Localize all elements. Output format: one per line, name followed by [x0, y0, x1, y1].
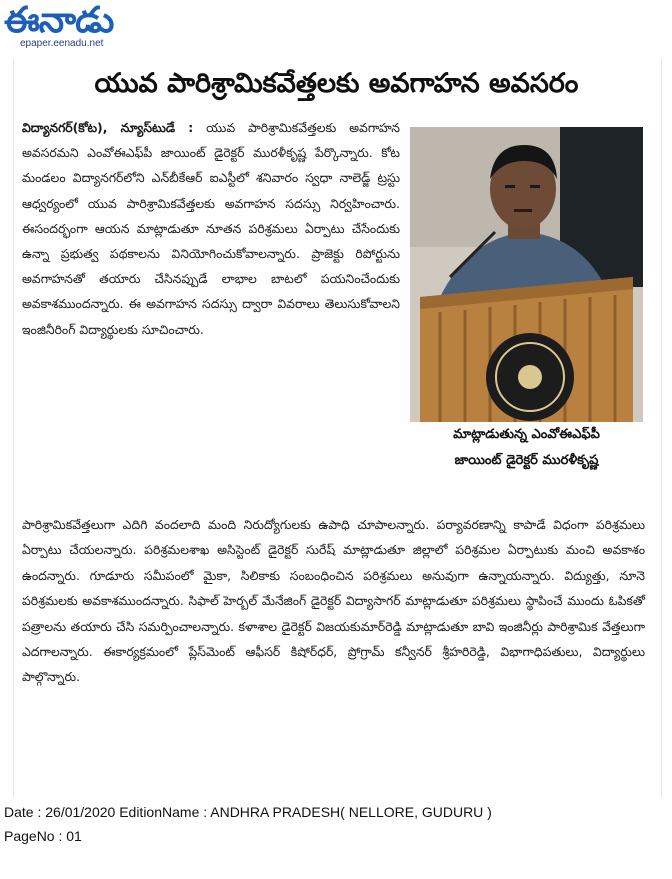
- speaker-photo: [410, 127, 643, 422]
- masthead: [0, 0, 672, 58]
- eenadu-logo: ఈనాడు: [4, 0, 114, 41]
- article-dateline: విద్యానగర్(కోట), న్యూస్‌టుడే :: [22, 120, 194, 135]
- edition-footer: [4, 800, 492, 848]
- photo-caption-line1: మాట్లాడుతున్న ఎంవోఈఎఫ్‌పీ: [453, 427, 600, 442]
- article-column-text: యువ పారిశ్రామికవేత్తలకు అవగాహన అవసరమని ఎంవోఈఎఫ్‌పీ జాయింట్ డైరెక్టర్ మురళీకృష్ణ పేర్కొన్నారు. కోట మండలం విద్యానగర్‌లోని ఎన్‌బీకేఆర్ ఐఎస్టీలో శనివారం స్వధా నాలెడ్జ్ ట్రస్టు ఆధ్వర్యంలో యువ పారిశ్రామికవేత్తలకు అవగాహన సదస్సు నిర్వహించారు. ఈసందర్భంగా ఆయన మాట్లాడుతూ నూతన పరిశ్రమలు ఏర్పాటు చేసేందుకు ఉన్నా ప్రభుత్వ పథకాలను వినియోగించుకోవాలన్నారు. ప్రాజెక్టు రిపోర్టును అవగాహనతో తయారు చేసినప్పుడే లాభాల బాటలో పయనించేందుకు అవకాశముందన్నారు. ఈ అవగాహన సదస్సు ద్వారా వివరాలు తెలుసుకోవాలని ఇంజినీరింగ్ విద్యార్థులకు సూచించారు.: [22, 120, 400, 337]
- page-number: PageNo : 01: [4, 828, 82, 844]
- article-full-width-text: పారిశ్రామికవేత్తలుగా ఎదిగి వందలాది మంది నిరుద్యోగులకు ఉపాధి చూపాలన్నారు. పర్యావరణాన్ని కాపాడే విధంగా పరిశ్రమలు ఏర్పాటు చేయలన్నారు. పరిశ్రమలశాఖ అసిస్టెంట్ డైరెక్టర్ సురేష్ మాట్లాడుతూ జిల్లాలో పరిశ్రమల ఏర్పాటుకు మంచి అవకాశం ఉందన్నారు. గూడూరు సమీపంలో మైకా, సిలికాకు సంబంధించిన పరిశ్రమలు అనువుగా ఉన్నాయన్నారు. విద్యుత్తు, నూనె పరిశ్రమలకు అవకాశముందన్నారు. సిఫాల్ హెర్బల్ మేనేజింగ్ డైరెక్టర్ విద్యాసాగర్ మాట్లాడుతూ పరిశ్రమలు స్థాపించే ముందు ఓపికతో పత్రాలను తయారు చేసి సమర్పించాలన్నారు. కళాశాల డైరెక్టర్ విజయకుమార్‌రెడ్డి మాట్లాడుతూ బావి ఇంజినీర్లు పారిశ్రామిక వేత్తలుగా ఎదగాలన్నారు. ఈకార్యక్రమంలో ప్లేస్‌మెంట్ ఆఫీసర్ కిషోర్‌ధర్, ప్రోగ్రామ్ కన్వీనర్ శ్రీహరిరెడ్డి, విభాగాధిపతులు, విద్యార్థులు పాల్గొన్నారు.: [22, 517, 645, 685]
- photo-caption-line2: జాయింట్ డైరెక్టర్ మురళీకృష్ణ: [454, 453, 599, 468]
- photo-caption: [410, 422, 643, 495]
- article-headline: యువ పారిశ్రామికవేత్తలకు అవగాహన అవసరం: [94, 68, 579, 99]
- edition-date-line: Date : 26/01/2020 EditionName : ANDHRA PRADESH( NELLORE, GUDURU ): [4, 804, 492, 820]
- article-column: [22, 115, 400, 342]
- speaker-photo-illustration: [410, 127, 643, 422]
- site-url: epaper.eenadu.net: [20, 38, 104, 49]
